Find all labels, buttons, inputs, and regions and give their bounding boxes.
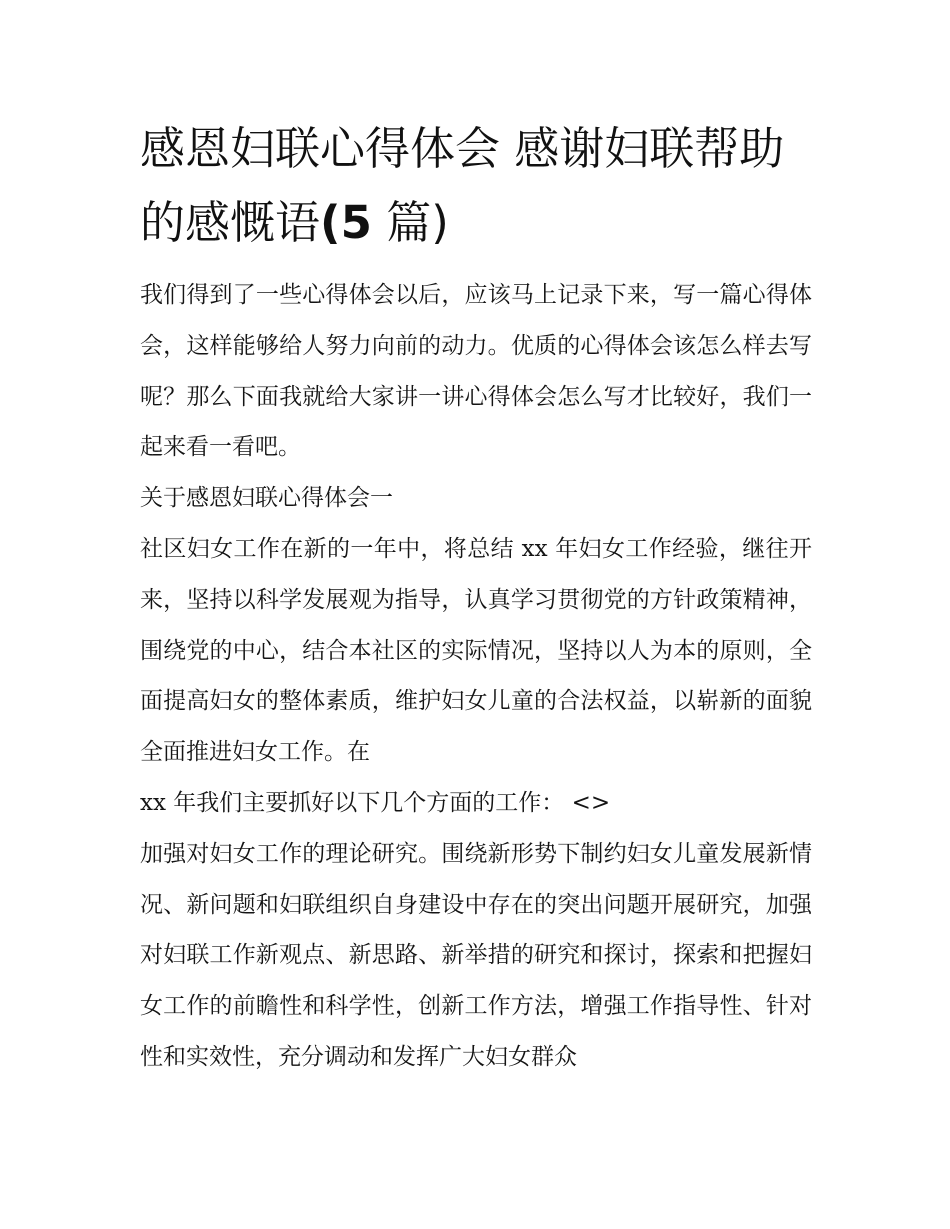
section-heading: 关于感恩妇联心得体会一 [140, 485, 393, 512]
title-suffix: 篇) [371, 196, 449, 249]
title-text: 感恩妇联心得体会 感谢妇联帮助的感慨语 [140, 122, 785, 249]
title-count: (5 [320, 196, 372, 249]
body-paragraph-2: xx 年我们主要抓好以下几个方面的工作： <> [140, 789, 611, 816]
body-paragraph-1: 社区妇女工作在新的一年中，将总结 xx 年妇女工作经验，继往开来，坚持以科学发展观为指导，认真学习贯彻党的方针政策精神，围绕党的中心，结合本社区的实际情况，坚持以人为本的原则，全面提高妇女的整体素质，维护妇女儿童的合法权益，以崭新的面貌全面推进妇女工作。在 [140, 535, 812, 766]
body-paragraph-3: 加强对妇女工作的理论研究。围绕新形势下制约妇女儿童发展新情况、新问题和妇联组织自身建设中存在的突出问题开展研究，加强对妇联工作新观点、新思路、新举措的研究和探讨，探索和把握妇女工作的前瞻性和科学性，创新工作方法，增强工作指导性、针对性和实效性，充分调动和发挥广大妇女群众 [140, 840, 812, 1070]
intro-paragraph: 我们得到了一些心得体会以后，应该马上记录下来，写一篇心得体会，这样能够给人努力向前的动力。优质的心得体会该怎么样去写呢？那么下面我就给大家讲一讲心得体会怎么写才比较好，我们一起来看一看吧。 [140, 282, 812, 461]
document-title [140, 112, 812, 260]
document-body [140, 112, 812, 1083]
